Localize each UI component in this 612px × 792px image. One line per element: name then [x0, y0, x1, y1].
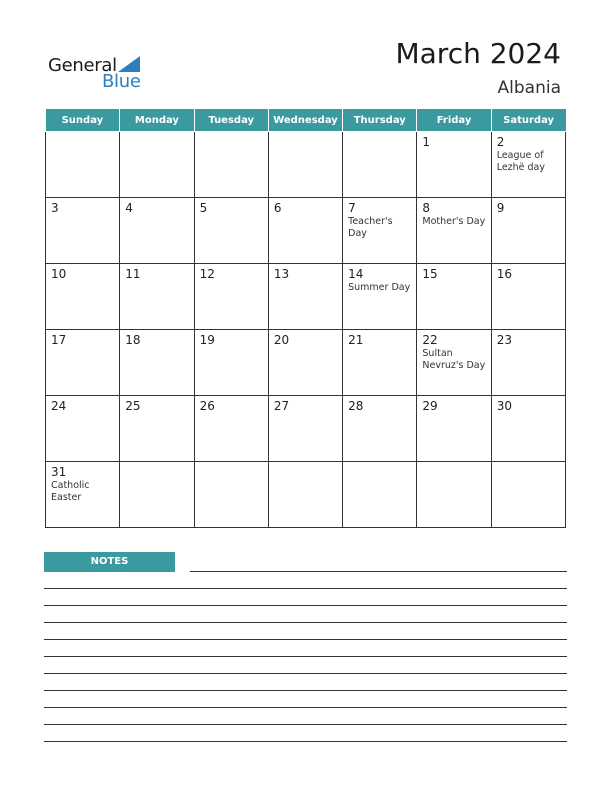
- weekday-wednesday: Wednesday: [268, 109, 342, 132]
- generalblue-logo: [48, 52, 148, 92]
- day-cell: [46, 396, 120, 462]
- day-number: 9: [496, 201, 505, 215]
- day-number: 28: [348, 399, 364, 413]
- day-cell: [120, 462, 194, 528]
- holiday-label: Sultan Nevruz's Day: [422, 348, 486, 371]
- day-cell: [417, 462, 491, 528]
- day-cell: [120, 330, 194, 396]
- logo-word-blue: Blue: [102, 71, 141, 92]
- day-cell: [194, 132, 268, 198]
- day-cell: [343, 132, 417, 198]
- week-row: [46, 198, 566, 264]
- day-cell: [194, 330, 268, 396]
- holiday-label: Catholic Easter: [51, 480, 90, 503]
- holiday-label: League of Lezhë day: [496, 150, 546, 173]
- weekday-header-row: [46, 109, 566, 132]
- day-number: 4: [125, 201, 133, 215]
- day-number: 12: [199, 267, 215, 281]
- week-row: [46, 396, 566, 462]
- notes-rule: [44, 707, 567, 708]
- calendar-country: Albania: [497, 78, 561, 98]
- day-number: 3: [51, 201, 59, 215]
- weekday-tuesday: Tuesday: [194, 109, 268, 132]
- day-cell: [268, 330, 342, 396]
- day-cell: [491, 396, 565, 462]
- day-cell: [491, 198, 565, 264]
- day-number: 16: [496, 267, 512, 281]
- day-number: 21: [348, 333, 364, 347]
- weekday-saturday: Saturday: [491, 109, 565, 132]
- day-cell: [417, 330, 491, 396]
- day-cell: [194, 264, 268, 330]
- notes-rule: [44, 673, 567, 674]
- day-cell: [46, 330, 120, 396]
- holiday-label: Teacher's Day: [348, 216, 393, 239]
- day-number: 8: [422, 201, 431, 215]
- day-cell: [268, 396, 342, 462]
- day-number: 17: [51, 333, 67, 347]
- day-number: 29: [422, 399, 438, 413]
- day-number: 6: [273, 201, 282, 215]
- week-row: [46, 132, 566, 198]
- day-cell: [268, 198, 342, 264]
- notes-rule: [190, 571, 567, 572]
- day-number: 22: [422, 333, 438, 347]
- week-row: [46, 264, 566, 330]
- weekday-sunday: Sunday: [46, 109, 120, 132]
- day-cell: [120, 396, 194, 462]
- weekday-friday: Friday: [417, 109, 491, 132]
- day-number: 20: [273, 333, 290, 347]
- notes-rule: [44, 605, 567, 606]
- day-cell: [120, 132, 194, 198]
- week-row: [46, 330, 566, 396]
- day-cell: [417, 198, 491, 264]
- notes-rule: [44, 639, 567, 640]
- notes-rule: [44, 656, 567, 657]
- day-cell: [120, 198, 194, 264]
- logo-triangle-icon: [118, 56, 140, 72]
- day-number: 11: [125, 267, 141, 281]
- day-cell: [417, 132, 491, 198]
- day-cell: [491, 330, 565, 396]
- weekday-monday: Monday: [120, 109, 194, 132]
- day-number: 10: [51, 267, 67, 281]
- holiday-label: Summer Day: [348, 282, 411, 293]
- day-cell: [194, 396, 268, 462]
- day-cell: [46, 132, 120, 198]
- day-cell: [343, 396, 417, 462]
- day-cell: [268, 264, 342, 330]
- notes-rule: [44, 622, 567, 623]
- notes-rule: [44, 690, 567, 691]
- day-cell: [343, 462, 417, 528]
- day-number: 31: [51, 465, 67, 479]
- notes-label: NOTES: [44, 552, 175, 572]
- day-cell: [120, 264, 194, 330]
- day-number: 1: [422, 135, 431, 149]
- day-number: 5: [199, 201, 208, 215]
- notes-rule: [44, 724, 567, 725]
- day-number: 14: [348, 267, 364, 281]
- day-cell: [268, 462, 342, 528]
- day-number: 27: [273, 399, 290, 413]
- notes-rule: [44, 741, 567, 742]
- day-cell: [491, 462, 565, 528]
- calendar-title: March 2024: [395, 37, 561, 70]
- day-cell: [268, 132, 342, 198]
- day-cell: [417, 264, 491, 330]
- notes-rule: [44, 588, 567, 589]
- day-number: 19: [199, 333, 215, 347]
- day-number: 7: [348, 201, 356, 215]
- day-number: 25: [125, 399, 141, 413]
- day-cell: [46, 462, 120, 528]
- day-cell: [46, 264, 120, 330]
- day-number: 2: [496, 135, 505, 149]
- day-cell: [343, 264, 417, 330]
- day-cell: [194, 462, 268, 528]
- day-number: 13: [273, 267, 290, 281]
- day-number: 23: [496, 333, 512, 347]
- day-cell: [343, 198, 417, 264]
- logo-word-general: General: [48, 55, 117, 76]
- day-cell: [491, 132, 565, 198]
- day-number: 15: [422, 267, 438, 281]
- day-number: 24: [51, 399, 67, 413]
- day-cell: [46, 198, 120, 264]
- day-cell: [194, 198, 268, 264]
- day-cell: [343, 330, 417, 396]
- day-number: 18: [125, 333, 141, 347]
- day-cell: [417, 396, 491, 462]
- week-row: [46, 462, 566, 528]
- day-number: 30: [496, 399, 512, 413]
- calendar-grid: [45, 109, 566, 528]
- holiday-label: Mother's Day: [422, 216, 486, 227]
- day-cell: [491, 264, 565, 330]
- weekday-thursday: Thursday: [343, 109, 417, 132]
- day-number: 26: [199, 399, 215, 413]
